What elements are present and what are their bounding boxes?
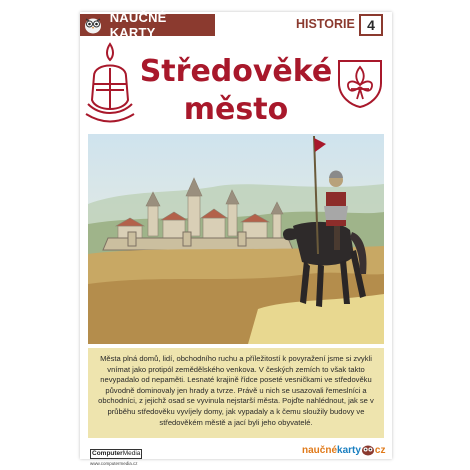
subject-label: HISTORIE xyxy=(296,17,355,31)
brand-part2: karty xyxy=(337,444,361,456)
publisher-name xyxy=(90,449,142,459)
owl-icon xyxy=(361,444,375,456)
publisher-logo xyxy=(90,442,146,466)
publisher-name-part1: Computer xyxy=(92,450,123,457)
brand-logo xyxy=(302,442,385,458)
brand-part1: naučné xyxy=(302,444,338,456)
publisher-name-part2: Media xyxy=(122,450,141,457)
brand-part3: cz xyxy=(374,444,386,456)
description-text: Města plná domů, lidí, obchodního ruchu a příležitostí k povyražení jsme si zvykli vnímat jako protipól zemědělského venkova. V českých zemích to však takto nevypadalo od nepaměti. Lesnaté krajině řídce poseté vesničkami ve středověku původně dominovaly jen hrady a tvrze. Právě u nich se usazovali řemeslníci a obchodníci, z jejichž osad se vyvinula nejstarší města. Pojďte nahlédnout, jak se v průběhu středověku vyvíjely domy, jak vypadaly a k čemu sloužily budovy ve středověkém městě a jací byli jeho obyvatelé. xyxy=(98,354,374,427)
description-panel xyxy=(88,348,384,438)
medieval-town-illustration xyxy=(88,134,384,344)
flashcard xyxy=(80,10,392,466)
card-title-line1: Středověké xyxy=(139,54,333,89)
card-title-line2: město xyxy=(183,92,289,127)
series-banner xyxy=(80,10,215,40)
series-label: NAUČNÉ KARTY xyxy=(109,10,167,40)
card-number-badge: 4 xyxy=(359,14,383,36)
publisher-url: www.computermedia.cz xyxy=(90,461,138,466)
owl-icon xyxy=(80,14,106,36)
